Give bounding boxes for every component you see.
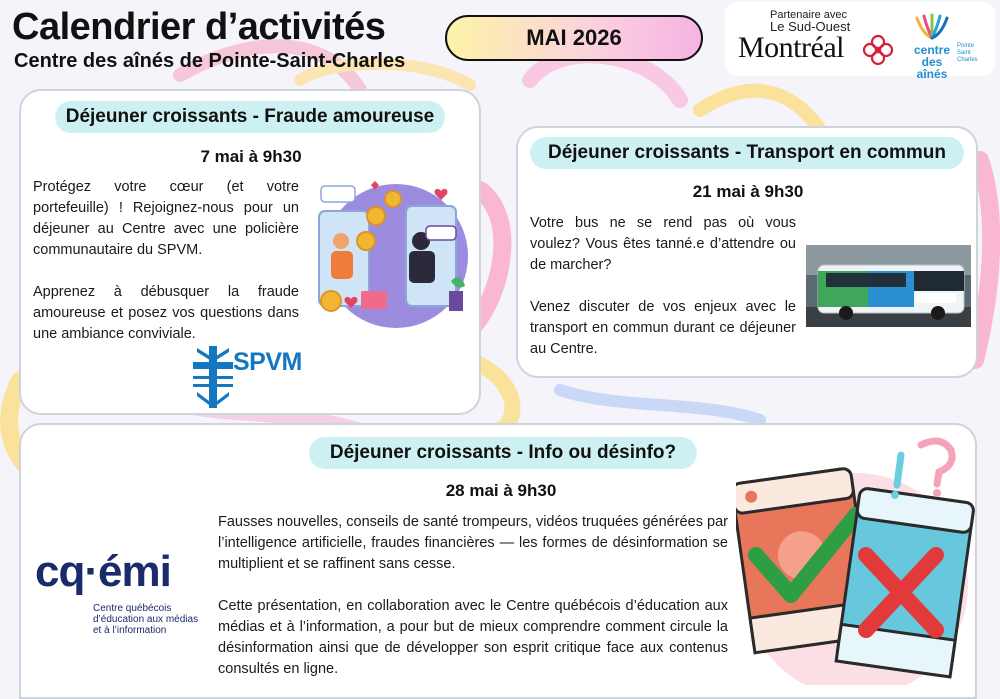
- city-bus-photo: [806, 245, 971, 327]
- event-description: [530, 213, 796, 360]
- cqemi-subtitle: [93, 603, 198, 636]
- fake-news-phones-illustration: [736, 435, 976, 685]
- event-date: 28 mai à 9h30: [445, 481, 557, 500]
- event-paragraph: Protégez votre cœur (et votre portefeuille) ! Rejoignez-nous pour un déjeuner au Centre avec une policière communautaire du SPVM.: [33, 179, 299, 258]
- centre-line1: centre: [913, 43, 951, 57]
- page-title: Calendrier d’activités: [12, 6, 386, 48]
- event-card-fraude: [19, 89, 481, 415]
- page-subtitle: Centre des aînés de Pointe-Saint-Charles: [14, 50, 406, 72]
- event-date: 21 mai à 9h30: [692, 182, 804, 201]
- event-title: Déjeuner croissants - Fraude amoureuse: [55, 101, 445, 133]
- montreal-wordmark: Montréal: [738, 31, 844, 64]
- cqemi-sub-line: et à l’information: [93, 625, 167, 636]
- centre-aines-text: [907, 44, 957, 80]
- event-card-desinfo: [19, 423, 977, 699]
- event-paragraph: Venez discuter de vos enjeux avec le transport en commun durant ce déjeuner au Centre.: [530, 299, 796, 357]
- event-paragraph: Fausses nouvelles, conseils de santé trompeurs, vidéos truquées générées par l’intelligence artificielle, fraudes financières — les formes de désinformation se multiplient et se raffinent sans cesse.: [218, 514, 728, 572]
- centre-sub2: Saint: [957, 50, 971, 56]
- spvm-label: SPVM: [233, 348, 302, 376]
- cqemi-logo: cq·émi: [35, 547, 171, 596]
- romance-scam-illustration: [301, 171, 476, 331]
- event-description: [33, 177, 299, 345]
- cqemi-sub-line: d’éducation aux médias: [93, 614, 199, 625]
- centre-sub1: Pointe: [957, 43, 975, 49]
- partner-logos: [725, 2, 995, 81]
- centre-line2: des aînés: [916, 55, 948, 81]
- event-paragraph: Cette présentation, en collaboration avec le Centre québécois d’éducation aux médias et à l’information, a pour but de mieux comprendre comment circule la désinformation ainsi que de développer son esprit critique face aux contenus consultés en ligne.: [218, 598, 728, 677]
- event-title: Déjeuner croissants - Info ou désinfo?: [309, 437, 697, 469]
- spvm-logo: [193, 346, 302, 413]
- partner-line2: Le Sud-Ouest: [770, 19, 851, 34]
- event-card-transport: [516, 126, 978, 378]
- event-title: Déjeuner croissants - Transport en commun: [530, 137, 964, 169]
- event-paragraph: Apprenez à débusquer la fraude amoureuse et posez vos questions dans une ambiance conviviale.: [33, 284, 299, 342]
- centre-subtext: [957, 43, 978, 64]
- partner-caption: [770, 9, 850, 33]
- centre-aines-logo: [907, 12, 989, 81]
- spvm-emblem-icon: [193, 346, 233, 408]
- centre-aines-icon: [907, 12, 957, 42]
- centre-sub3: Charles: [957, 57, 978, 63]
- montreal-flower-icon: [861, 33, 895, 67]
- event-description: [218, 512, 728, 680]
- partner-line1: Partenaire avec: [770, 9, 848, 21]
- cqemi-sub-line: Centre québécois: [93, 603, 172, 614]
- event-paragraph: Votre bus ne se rend pas où vous voulez? Vous êtes tanné.e d’attendre ou de marcher?: [530, 215, 796, 273]
- month-label: MAI 2026: [526, 25, 622, 50]
- event-date: 7 mai à 9h30: [200, 147, 302, 166]
- month-badge: [445, 15, 703, 61]
